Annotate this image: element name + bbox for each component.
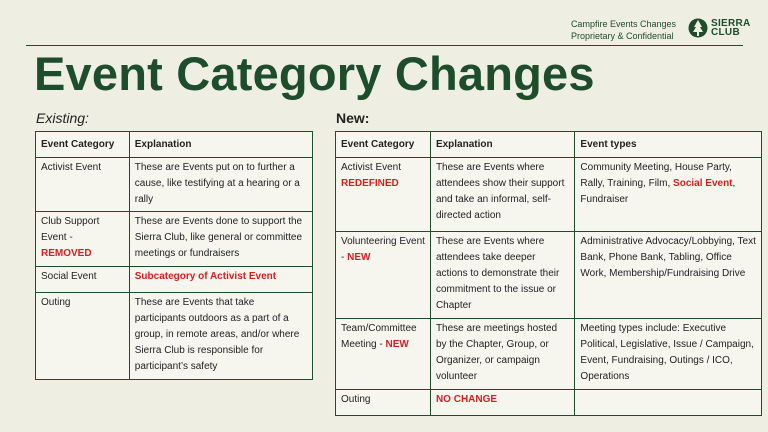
existing-categories-table [35,131,313,380]
column-header: Explanation [430,132,574,158]
social-event-highlight: Social Event [673,178,733,189]
event-types-text: Meeting types include: Executive Political, Legislative, Issue / Campaign, Event, Fundraising, Outings / ICO, Operations [580,323,754,382]
logo-text-line1: SIERRA [711,18,751,29]
column-header: Event Category [336,132,431,158]
table-header-row [36,132,313,158]
table-row [36,158,313,212]
sierra-club-logo [688,18,751,38]
event-types-text: Administrative Advocacy/Lobbying, Text Bank, Phone Bank, Tabling, Office Work, Membership/Fundraising Drive [580,236,756,279]
page-title: Event Category Changes [34,47,595,100]
event-types-cell [575,158,762,232]
category-cell [336,319,431,390]
explanation-cell: Subcategory of Activist Event [129,267,312,293]
event-types-cell [575,319,762,390]
table-row [336,232,762,319]
explanation-cell: These are Events where attendees show their support and take an informal, self-directed action [430,158,574,232]
category-cell [336,390,431,416]
category-cell [336,158,431,232]
table-header-row [336,132,762,158]
removed-badge: REMOVED [41,248,92,259]
event-types-text: Community Meeting, House Party, Rally, Training, Film, [580,162,732,189]
category-cell [336,232,431,319]
category-text: Outing [41,297,71,308]
category-text: Activist Event [41,162,102,173]
existing-label: Existing: [36,110,89,126]
new-badge: NEW [385,339,409,350]
table-row [36,267,313,293]
column-header: Event types [575,132,762,158]
category-cell [36,267,130,293]
category-text: Outing [341,394,371,405]
event-types-cell [575,232,762,319]
event-types-cell [575,390,762,416]
explanation-cell: These are Events that take participants outdoors as a part of a group, in remote areas, and/or where Sierra Club is responsible for participant’s safety [129,293,312,380]
header-line2: Proprietary & Confidential [570,31,674,41]
category-cell [36,158,130,212]
explanation-cell: These are Events put on to further a cause, like testifying at a hearing or a rally [129,158,312,212]
category-cell [36,293,130,380]
explanation-cell: These are meetings hosted by the Chapter, Group, or Organizer, or campaign volunteer [430,319,574,390]
table-row [336,158,762,232]
column-header: Explanation [129,132,312,158]
new-categories-table [335,131,762,416]
new-badge: NEW [347,252,371,263]
column-header: Event Category [36,132,130,158]
explanation-cell: NO CHANGE [430,390,574,416]
category-text: Volunteering Event - [341,236,425,263]
header-caption [571,18,676,42]
category-text: Team/Committee Meeting - [341,323,417,350]
explanation-cell: These are Events done to support the Sierra Club, like general or committee meetings or fundraisers [129,212,312,267]
table-row [36,293,313,380]
category-text: Club Support Event - [41,216,100,243]
logo-text-line2: CLUB [711,27,740,38]
table-row [36,212,313,267]
header-line1: Campfire Events Changes [570,19,676,29]
category-text: Activist Event [341,162,402,173]
category-cell [36,212,130,267]
event-types-text-end: , Fundraiser [580,178,736,205]
redefined-badge: REDEFINED [341,178,399,189]
table-row [336,390,762,416]
table-row [336,319,762,390]
category-text: Social Event [41,271,97,282]
new-label: New: [336,110,370,126]
explanation-cell: These are Events where attendees take deeper actions to demonstrate their commitment to the issue or Chapter [430,232,574,319]
sierra-club-emblem-icon [688,18,708,38]
